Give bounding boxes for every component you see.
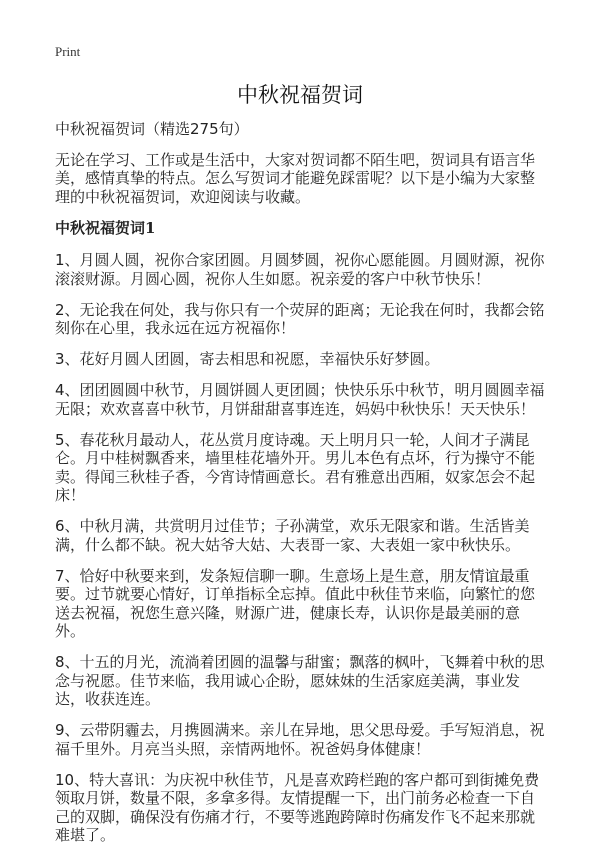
list-item: 7、恰好中秋要来到，发条短信聊一聊。生意场上是生意，朋友情谊最重要。过节就要心情好，订单指标全忘掉。值此中秋佳节来临，向繁忙的您送去祝福，祝您生意兴隆，财源广进，健康长寿，认识你是最美丽的意外。 [55,566,536,640]
list-item: 10、特大喜讯：为庆祝中秋佳节，凡是喜欢跨栏跑的客户都可到街摊免费领取月饼，数量不限，多拿多得。友情提醒一下，出门前务必检查一下自己的双脚，确保没有伤痛才行，不要等逃跑跨障时伤痛发作飞不起来那就难堪了。 [55,770,540,844]
list-item: 3、花好月圆人团圆，寄去相思和祝愿，幸福快乐好梦圆。 [55,350,440,368]
list-item: 1、月圆人圆，祝你合家团圆。月圆梦圆，祝你心愿能圆。月圆财源，祝你滚滚财源。月圆心圆，祝你人生如愿。祝亲爱的客户中秋节快乐！ [55,251,545,288]
list-item: 5、春花秋月最动人，花丛赏月度诗魂。天上明月只一轮，人间才子满昆仑。月中桂树飘香来，墙里桂花墙外开。男儿本色有点坏，行为操守不能卖。得闻三秋桂子香，今宵诗情画意长。君有雅意出西厢，奴家怎会不起床！ [55,430,536,504]
section-heading: 中秋祝福贺词1 [55,218,156,237]
list-item: 9、云带阴霾去，月携圆满来。亲儿在异地，思父思母爱。手写短消息，祝福千里外。月亮当头照，亲情两地怀。祝爸妈身体健康！ [55,721,545,758]
list-item: 4、团团圆圆中秋节，月圆饼圆人更团圆；快快乐乐中秋节，明月圆圆幸福无限；欢欢喜喜中秋节，月饼甜甜喜事连连，妈妈中秋快乐！天天快乐！ [55,381,545,418]
list-item: 8、十五的月光，流淌着团圆的温馨与甜蜜；飘落的枫叶，飞舞着中秋的思念与祝愿。佳节来临，我用诚心企盼，愿妹妹的生活家庭美满，事业发达，收获连连。 [55,653,545,708]
page-title: 中秋祝福贺词 [237,83,363,107]
intro-paragraph: 无论在学习、工作或是生活中，大家对贺词都不陌生吧，贺词具有语言华美，感情真挚的特点。怎么写贺词才能避免踩雷呢？以下是小编为大家整理的中秋祝福贺词，欢迎阅读与收藏。 [55,150,536,206]
list-item: 2、无论我在何处，我与你只有一个荧屏的距离；无论我在何时，我都会铭刻你在心里，我永远在远方祝福你！ [55,300,545,337]
list-item: 6、中秋月满，共赏明月过佳节；子孙满堂，欢乐无限家和谐。生活皆美满，什么都不缺。祝大姑爷大姑、大表哥一家、大表姐一家中秋快乐。 [55,517,530,554]
subtitle: 中秋祝福贺词（精选275句） [55,120,249,138]
article-body [55,120,547,857]
print-link[interactable]: Print [55,44,81,59]
